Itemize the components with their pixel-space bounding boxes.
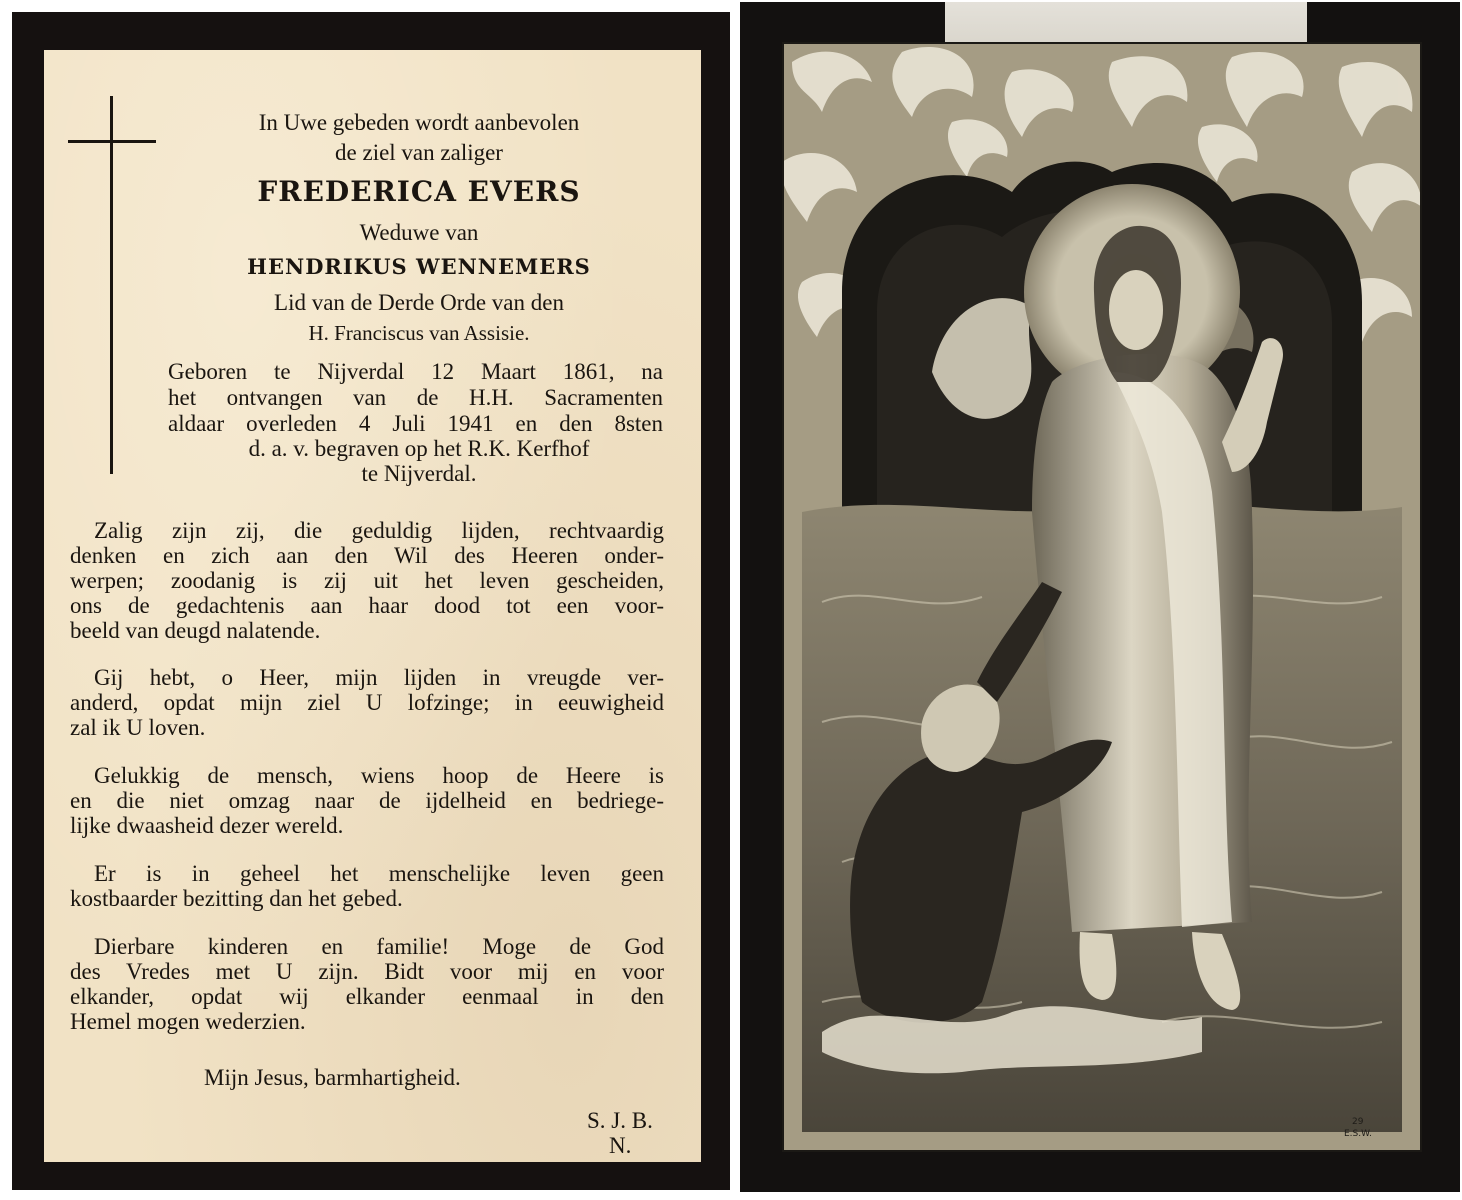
text-line: ons de gedachtenis aan haar dood tot een voor-: [70, 593, 664, 618]
devotional-illustration: [782, 42, 1422, 1152]
text-line: Gelukkig de mensch, wiens hoop de Heere is: [94, 763, 664, 788]
text-line: beeld van deugd nalatende.: [70, 618, 321, 643]
cross-icon: [68, 96, 160, 476]
bio-line: d. a. v. begraven op het R.K. Kerfhof: [248, 436, 590, 461]
text-line: lijke dwaasheid dezer wereld.: [70, 813, 344, 838]
text-line: elkander, opdat wij elkander eenmaal in den: [70, 984, 664, 1009]
prayer-card-text-side: [12, 12, 730, 1190]
deceased-name: FREDERICA EVERS: [257, 175, 581, 208]
text-line: Zalig zijn zij, die geduldig lijden, rechtvaardig: [94, 518, 664, 543]
widow-of-label: Weduwe van: [359, 220, 479, 245]
initials-line-1: S. J. B.: [587, 1108, 653, 1133]
intro-line-2: de ziel van zaliger: [335, 140, 503, 165]
text-line: Er is in geheel het menschelijke leven geen: [94, 861, 664, 886]
text-line: denken en zich aan den Wil des Heeren onder-: [70, 543, 664, 568]
order-line-1: Lid van de Derde Orde van den: [274, 290, 564, 315]
text-line: en die niet omzag naar de ijdelheid en bedriege-: [70, 788, 664, 813]
husband-name: HENDRIKUS WENNEMERS: [247, 254, 591, 279]
bio-line: Geboren te Nijverdal 12 Maart 1861, na: [168, 359, 663, 384]
bio-line: te Nijverdal.: [361, 461, 477, 486]
initials-line-2: N.: [609, 1133, 632, 1158]
tape-strip: [945, 2, 1307, 46]
bio-line: het ontvangen van de H.H. Sacramenten: [168, 385, 663, 410]
publisher-mark: E.S.W.: [1344, 1129, 1372, 1139]
order-line-2: H. Franciscus van Assisie.: [308, 321, 530, 345]
card-paper: [44, 50, 701, 1162]
text-line: Dierbare kinderen en familie! Moge de God: [94, 934, 664, 959]
text-line: kostbaarder bezitting dan het gebed.: [70, 886, 403, 911]
text-line: anderd, opdat mijn ziel U lofzinge; in eeuwigheid: [70, 690, 664, 715]
text-line: Gij hebt, o Heer, mijn lijden in vreugde ver-: [94, 665, 664, 690]
text-line: des Vredes met U zijn. Bidt voor mij en voor: [70, 959, 664, 984]
bio-line: aldaar overleden 4 Juli 1941 en den 8sten: [168, 411, 663, 436]
text-line: zal ik U loven.: [70, 715, 206, 740]
print-number: 29: [1352, 1117, 1364, 1127]
text-line: Hemel mogen wederzien.: [70, 1009, 306, 1034]
intro-line-1: In Uwe gebeden wordt aanbevolen: [258, 110, 580, 135]
text-line: werpen; zoodanig is zij uit het leven gescheiden,: [70, 568, 664, 593]
prayer-card-image-side: [740, 2, 1460, 1192]
closing-prayer: Mijn Jesus, barmhartigheid.: [204, 1065, 461, 1090]
